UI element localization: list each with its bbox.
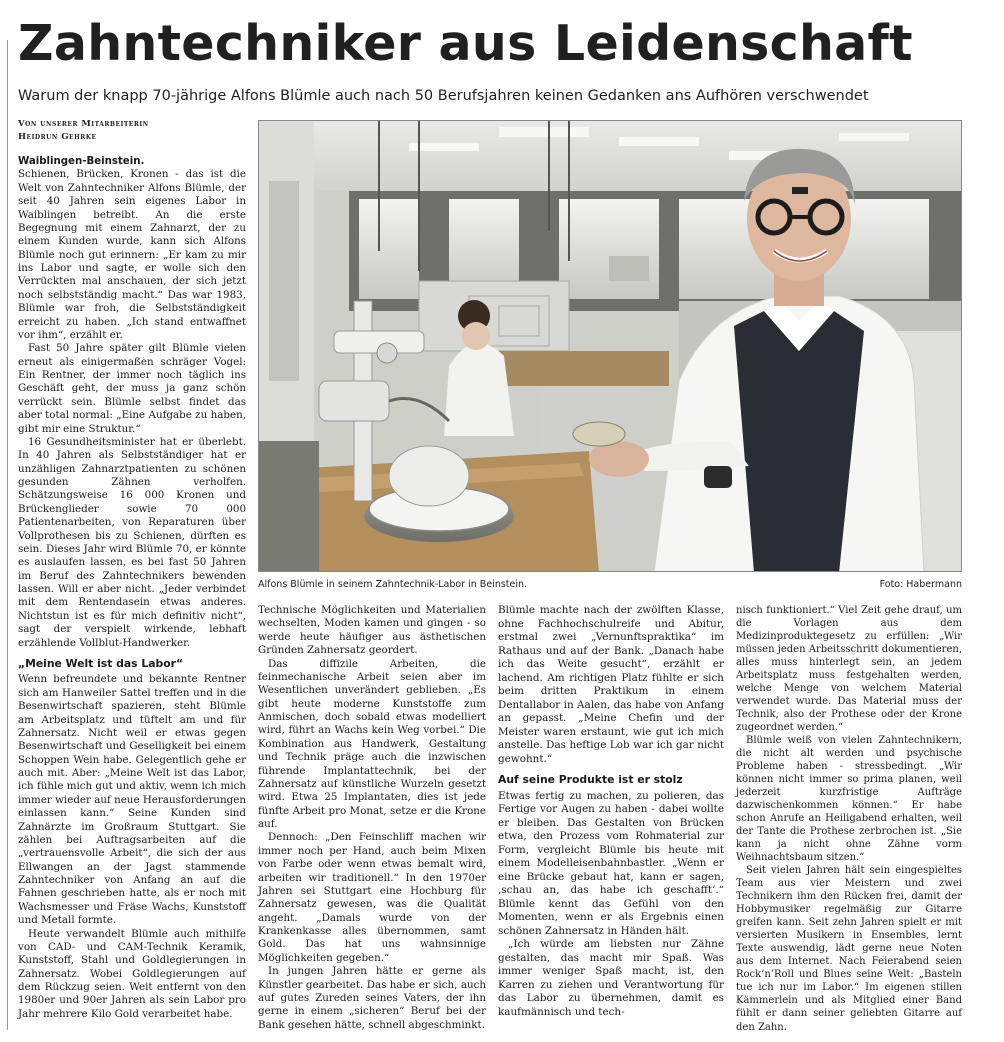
article-column-1 bbox=[18, 155, 246, 1021]
subheading: Auf seine Produkte ist er stolz bbox=[498, 773, 683, 786]
paragraph: „Ich würde am liebsten nur Zähne gestalten, das macht mir Spaß. Was immer weniger Spaß macht, ist, den Karren zu ziehen und Verantwortung für das Labor zu übernehmen, damit es kaufmännisch und tech- bbox=[498, 938, 724, 1018]
photo-caption: Alfons Blümle in seinem Zahntechnik-Labor in Beinstein. bbox=[258, 579, 528, 590]
paragraph: Heute verwandelt Blümle auch mithilfe von CAD- und CAM-Technik Keramik, Kunststoff, Stahl und Goldlegierungen in Zahnersatz. Wobei Goldlegierungen auf dem Rückzug seien. Weit entfernt von den 1980er und 90er Jahren als sein Labor pro Jahr mehrere Kilo Gold verarbeitet habe. bbox=[18, 927, 246, 1020]
paragraph: Seit vielen Jahren hält sein eingespieltes Team aus vier Meistern und zwei Technikern ihm den Rücken frei, damit der Hobbymusiker regelmäßig zur Gitarre greifen kann. Seit zehn Jahren spielt er mit versierten Musikern in Ensembles, lernt Texte auswendig, lädt gerne neue Noten aus dem Internet. Nach Feierabend seien Rock’n’Roll und Blues seine Welt: „Basteln tue ich nur im Labor.“ Im eigenen stillen Kämmerlein und als Mitglied einer Band fühlt er dann seiner geliebten Gitarre auf den Zahn. bbox=[736, 865, 962, 1033]
paragraph: 16 Gesundheitsminister hat er überlebt. In 40 Jahren als Selbstständiger hat er unzähligen Zahnarztpatienten zu schönen gesunden Zähnen verholfen. Schätzungsweise 16 000 Kronen und Brückenglieder sowie 70 000 Patientenarbeiten, von Reparaturen über Vollprothesen bis zu Schienen, dürften es sein. Dieses Jahr wird Blümle 70, er könnte es auslaufen lassen, es bei fast 50 Jahren im Beruf des Zahntechnikers bewenden lassen. Will er aber nicht. „Jeder verbindet mit dem Rentendasein etwas anderes. Nichtstun ist es für mich definitiv nicht“, sagt der verspielt wirkende, lebhaft erzählende Vollblut-Handwerker. bbox=[18, 435, 246, 649]
photo-credit: Foto: Habermann bbox=[879, 579, 962, 590]
paragraph: Wenn befreundete und bekannte Rentner sich am Hanweiler Sattel treffen und in die Besenwirtschaft spazieren, steht Blümle am Arbeitsplatz und tüftelt am und für Zahnersatz. Nicht weil er etwas gegen Besenwirtschaft und Geselligkeit bei einem Schoppen Wein habe. Gelegentlich gehe er auch mit. Aber: „Meine Welt ist das Labor, ich fühle mich gut und aktiv, wenn ich mich immer wieder auf neue Herausforderungen einlassen kann.“ Seine Kunden sind Zahnärzte im Großraum Stuttgart. Sie zählen bei Auftragsarbeiten auf die „vertrauensvolle Arbeit“, die sich der aus Ellwangen an der Jagst stammende Zahntechniker von Anfang an auf die Fahnen geschrieben hatte, als er noch mit Wachsmesser und Fräse Wachs, Kunststoff und Metall formte. bbox=[18, 673, 247, 927]
paragraph: Etwas fertig zu machen, zu polieren, das Fertige vor Augen zu haben - dabei wollte er bleiben. Das Gestalten von Brücken etwa, den Prozess vom Rohmaterial zur Form, vergleicht Blümle bis heute mit einem Modelleisenbahnbastler. „Wenn er eine Brücke gebaut hat, kann er sagen, ‚schau an, das habe ich geschafft‘.“ Blümle kennt das Gefühl von den Momenten, wenn er als Ergebnis einen schönen Zahnersatz in Händen hält. bbox=[498, 789, 724, 937]
article-headline: Zahntechniker aus Leidenschaft bbox=[18, 15, 913, 72]
dateline bbox=[18, 155, 246, 168]
article-photo bbox=[258, 120, 962, 572]
paragraph: Dennoch: „Den Feinschliff machen wir immer noch per Hand, auch beim Mixen von Farbe oder wenn etwas bemalt wird, arbeiten wir traditionell.“ In den 1970er Jahren sei Stuttgart eine Hochburg für Zahnersatz gewesen, was die Qualität angeht. „Damals wurde von der Krankenkasse alles übernommen, samt Gold. Das hat uns wahnsinnige Möglichkeiten gegeben.“ bbox=[258, 831, 486, 964]
paragraph: Das diffizile Arbeiten, die feinmechanische Arbeit seien aber im Wesentlichen unverändert geblieben. „Es gibt heute moderne Kunststoffe zum Anmischen, doch sobald etwas modelliert wird, führt an Wachs kein Weg vorbei.“ Die Kombination aus Handwerk, Gestaltung und Technik präge auch die inzwischen führende Implantattechnik, bei der Zahnersatz auf künstliche Wurzeln gesetzt wird. Etwa 25 Implantaten, dies ist jede fünfte Arbeit pro Monat, setze er die Krone auf. bbox=[258, 657, 486, 830]
paragraph: Blümle machte nach der zwölften Klasse, ohne Fachhochschulreife und Abitur, erstmal zwei „Vernunftspraktika“ im Rathaus und auf der Bank. „Danach habe ich das Weite gesucht“, erzählt er lachend. Am richtigen Platz fühlte er sich beim dritten Praktikum in einem Dentallabor in Aalen, das habe von Anfang an gepasst. „Meine Chefin und der Meister waren erstaunt, wie gut ich mich anstelle. Das heftige Lob war ich gar nicht gewohnt.“ bbox=[498, 604, 724, 765]
byline-role: Von unserer Mitarbeiterin bbox=[18, 119, 149, 129]
dateline-text: Waiblingen-Beinstein. bbox=[18, 156, 145, 167]
article-column-3 bbox=[498, 604, 724, 1019]
paragraph: Technische Möglichkeiten und Materialien wechselten, Moden kamen und gingen - so werde heute häufiger aus ästhetischen Gründen Zahnersatz geordert. bbox=[258, 604, 486, 657]
lab-photo-illustration bbox=[259, 121, 962, 572]
paragraph: In jungen Jahren hätte er gerne als Künstler gearbeitet. Das habe er sich, auch auf gutes Zureden seines Vaters, der ihn gerne in einem „sicheren“ Beruf bei der Bank gesehen hätte, schnell abgeschminkt. bbox=[258, 965, 486, 1031]
article-subtitle: Warum der knapp 70-jährige Alfons Blümle auch nach 50 Berufsjahren keinen Gedanken ans Aufhören verschwendet bbox=[18, 88, 869, 104]
left-column-rule bbox=[7, 40, 8, 1030]
article-column-2 bbox=[258, 604, 486, 1032]
byline bbox=[18, 118, 248, 144]
paragraph: Blümle weiß von vielen Zahntechnikern, die nicht alt werden und psychische Probleme haben - stressbedingt. „Wir können nicht immer so prima planen, weil jederzeit kurzfristige Aufträge dazwischenkommen können.“ Er habe schon Anrufe an Heiligabend erhalten, weil der Tante die Prothese zerbrochen ist. „Sie kann ja nicht ohne Zähne vorm Weihnachtsbaum sitzen.“ bbox=[736, 735, 962, 864]
byline-author: Heidrun Gehrke bbox=[18, 132, 97, 142]
article-column-4 bbox=[736, 604, 962, 1034]
paragraph: nisch funktioniert.“ Viel Zeit gehe drauf, um die Vorlagen aus dem Medizinproduktegesetz zu erfüllen: „Wir müssen jeden Arbeitsschritt dokumentieren, alles muss hinterlegt sein, an jedem Arbeitsplatz muss festgehalten werden, welche Menge von welchem Material verwendet wurde. Das Material muss der Technik, also der Prothese oder der Krone zugeordnet werden.“ bbox=[736, 605, 962, 734]
paragraph: Schienen, Brücken, Kronen - das ist die Welt von Zahntechniker Alfons Blümle, der seit 40 Jahren sein eigenes Labor in Waiblingen betreibt. An die erste Begegnung mit einem Zahnarzt, der zu einem Kunden wurde, kann sich Alfons Blümle noch gut erinnern: „Er kam zu mir ins Labor und sagte, er wolle sich den Verrückten mal anschauen, der sich jetzt noch selbstständig macht.“ Das war 1983, Blümle war froh, die Selbstständigkeit erreicht zu haben. „Ich stand entwaffnet vor ihm“, erzählt er. bbox=[18, 168, 246, 341]
paragraph: Fast 50 Jahre später gilt Blümle vielen erneut als einigermaßen schräger Vogel: Ein Rentner, der immer noch täglich ins Geschäft geht, der muss ja ganz schön verrückt sein. Blümle selbst findet das aber total normal: „Eine Aufgabe zu haben, gibt mir eine Struktur.“ bbox=[18, 342, 246, 435]
subheading: „Meine Welt ist das Labor“ bbox=[18, 656, 184, 670]
